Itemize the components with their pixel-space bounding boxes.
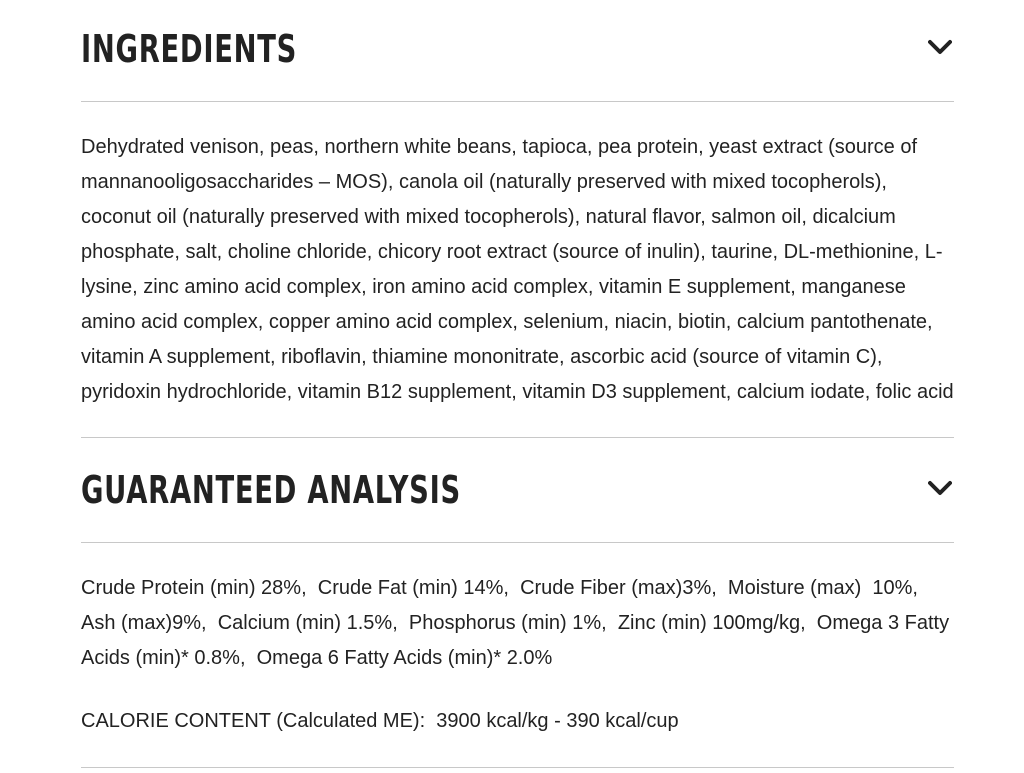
ingredients-header[interactable] [81,27,954,72]
analysis-item: Ash (max)9% [81,612,202,634]
analysis-item: Crude Fiber (max)3% [520,577,712,599]
analysis-bottom-divider [81,767,954,768]
analysis-item: Omega 3 Fatty Acids (min)* 0.8% [81,612,950,669]
analysis-header[interactable] [81,468,954,513]
chevron-down-icon[interactable] [928,479,952,497]
analysis-item: Crude Fat (min) 14% [317,577,504,599]
ingredients-bottom-divider [81,437,954,438]
analysis-item: Zinc (min) 100mg/kg [617,612,801,634]
analysis-item: Omega 6 Fatty Acids (min)* 2.0% [256,647,553,669]
chevron-down-icon[interactable] [928,38,952,56]
analysis-title: GUARANTEED ANALYSIS [81,468,461,512]
analysis-item: Crude Protein (min) 28% [81,577,302,599]
calorie-content: CALORIE CONTENT (Calculated ME): 3900 kcal/kg - 390 kcal/cup [81,710,679,732]
ingredients-title: INGREDIENTS [81,27,298,71]
analysis-item: Phosphorus (min) 1% [408,612,602,634]
ingredients-divider [81,101,954,102]
ingredients-text: Dehydrated venison, peas, northern white beans, tapioca, pea protein, yeast extract (source of mannanooligosaccharides – MOS), canola oil (naturally preserved with mixed tocopherols), coconut oil (naturally preserved with mixed tocopherols), natural flavor, salmon oil, dicalcium phosphate, salt, choline chloride, chicory root extract (source of inulin), taurine, DL-methionine, L-lysine, zinc amino acid complex, iron amino acid complex, vitamin E supplement, manganese amino acid complex, copper amino acid complex, selenium, niacin, biotin, calcium pantothenate, vitamin A supplement, riboflavin, thiamine mononitrate, ascorbic acid (source of vitamin C), pyridoxin hydrochloride, vitamin B12 supplement, vitamin D3 supplement, calcium iodate, folic acid [81,136,954,403]
analysis-item: Moisture (max) 10% [727,577,913,599]
analysis-divider [81,542,954,543]
analysis-list: Crude Protein (min) 28%, Crude Fat (min) 14%, Crude Fiber (max)3%, Moisture (max) 10%, Ash (max)9%, Calcium (min) 1.5%, Phosphorus (min) 1%, Zinc (min) 100mg/kg, Omega 3 Fatty Acids (min)* 0.8%, Omega 6 Fatty Acids (min)* 2.0% [81,577,950,669]
analysis-item: Calcium (min) 1.5% [217,612,393,634]
